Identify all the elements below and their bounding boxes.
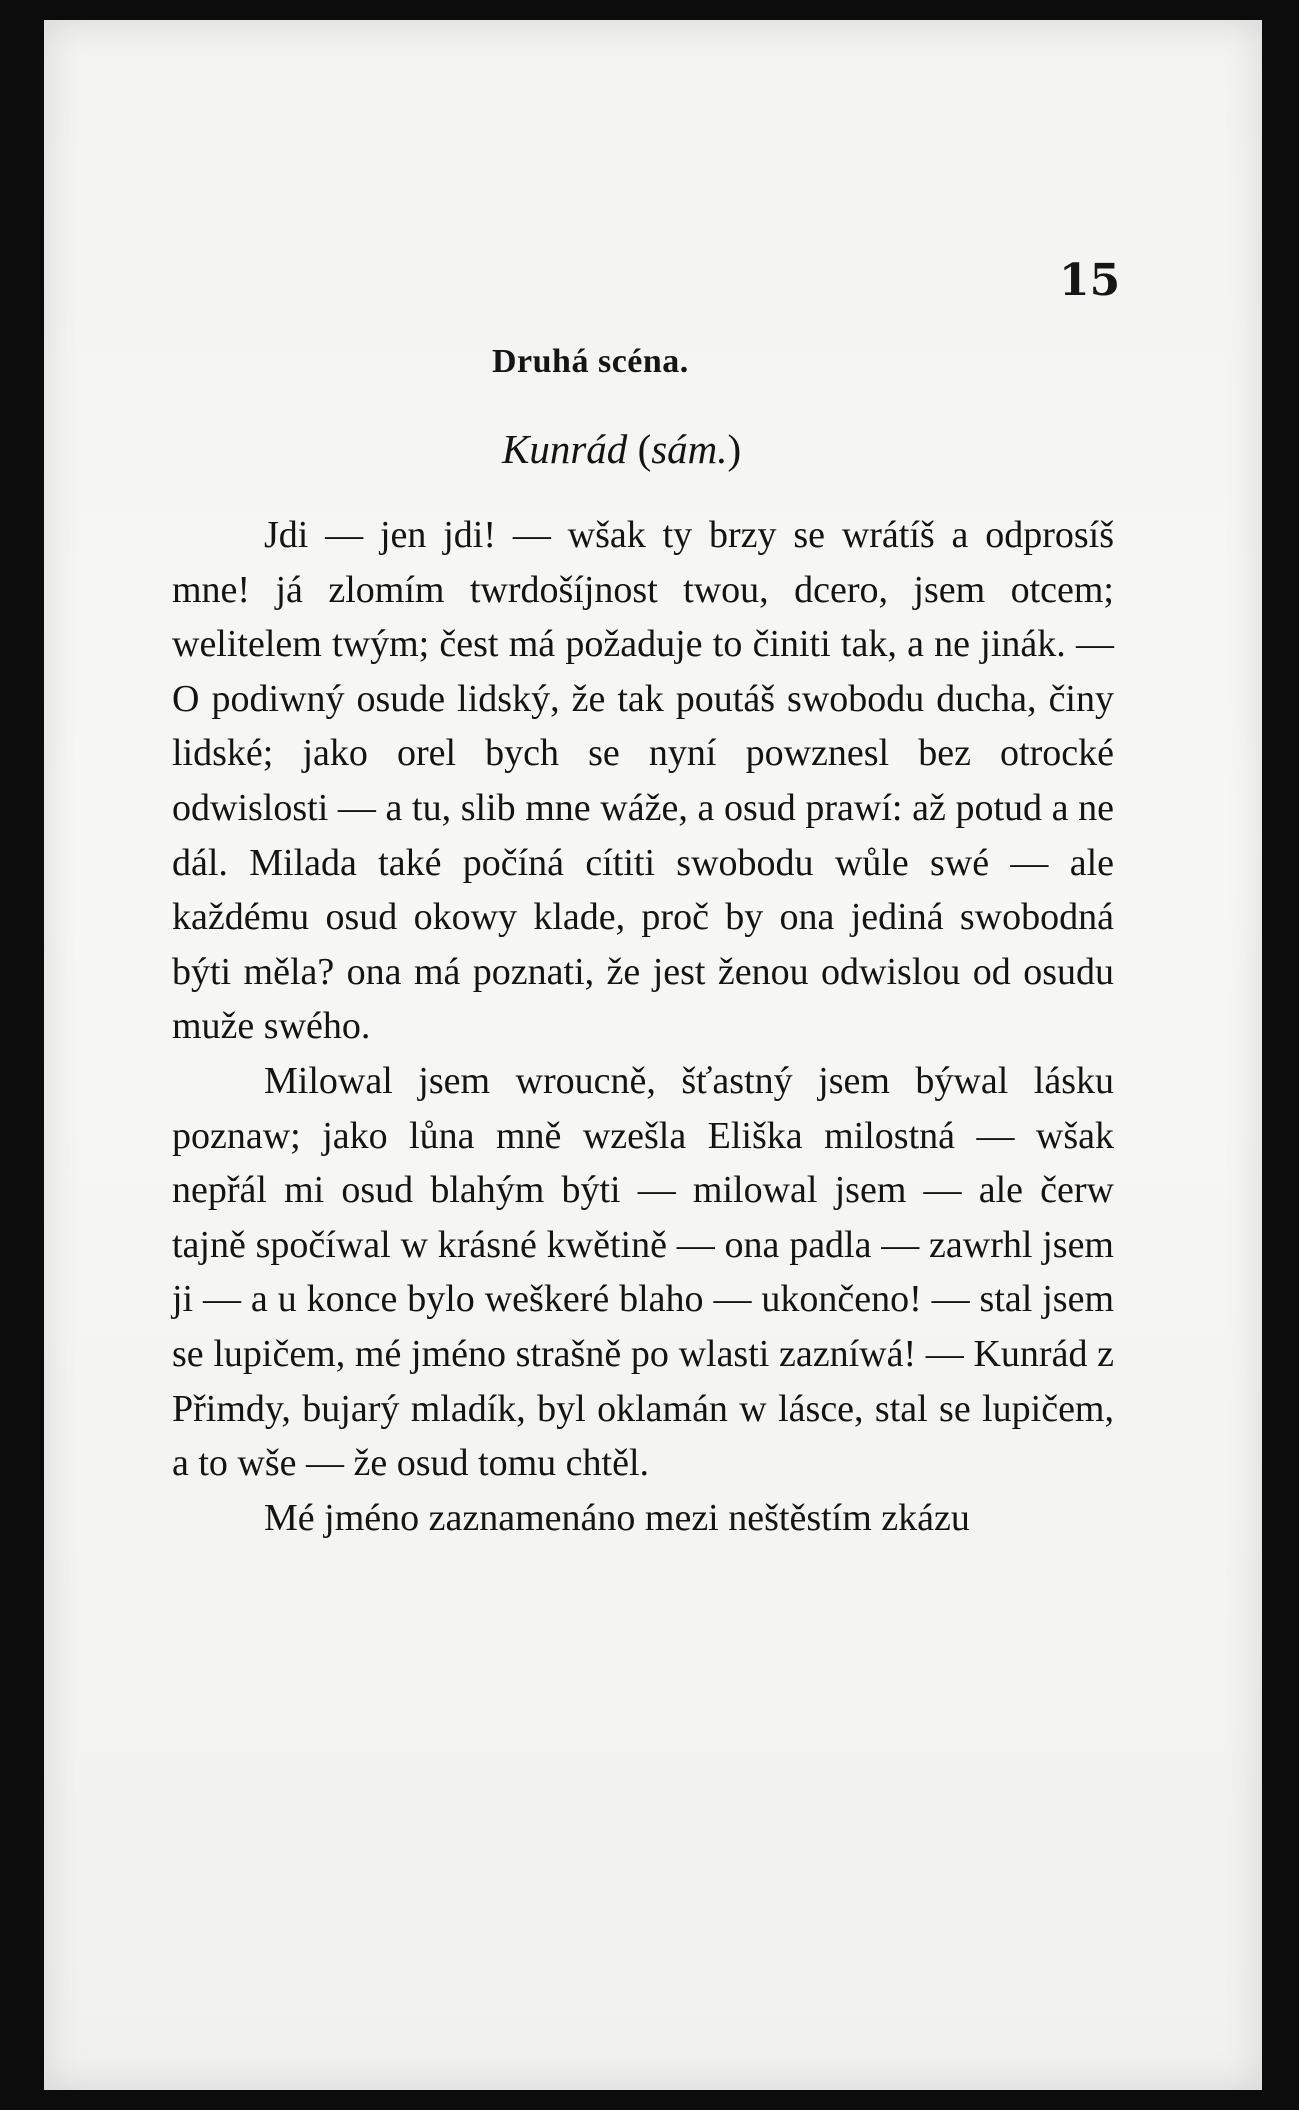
paragraph: Milowal jsem wroucně, šťastný jsem býwal lásku poznaw; jako lůna mně wzešla Eliška milostná — wšak nepřál mi osud blahým býti — milowal jsem — ale čerw tajně spočíwal w krásné kwětině — ona padla — zawrhl jsem ji — a u konce bylo weškeré blaho — ukončeno! — stal jsem se lupičem, mé jméno strašně po wlasti zazníwá! — Kunrád z Přimdy, bujarý mladík, byl oklamán w lásce, stal se lupičem, a to wše — že osud tomu chtěl. xyxy=(172,1059,1114,1485)
character-line: Kunrád (sám.) xyxy=(502,426,742,472)
paragraph: Mé jméno zaznamenáno mezi neštěstím zkázu xyxy=(264,1496,970,1539)
stage-direction: sám. xyxy=(651,426,728,472)
page-number: 15 xyxy=(1059,255,1121,306)
book-page xyxy=(44,20,1262,2090)
paragraph: Jdi — jen jdi! — wšak ty brzy se wrátíš a odprosíš mne! já zlomím twrdošíjnost twou, dcero, jsem otcem; welitelem twým; čest má požaduje to činiti tak, a ne jinák. — O podiwný osude lidský, že tak poutáš swobodu ducha, činy lidské; jako orel bych se nyní powznesl bez otrocké odwislosti — a tu, slib mne wáže, a osud prawí: až potud a ne dál. Milada také počíná cítiti swobodu wůle swé — ale každému osud okowy klade, proč by ona jediná swobodná býti měla? ona má poznati, že jest ženou odwislou od osudu muže swého. xyxy=(172,514,1114,1048)
scene-heading: Druhá scéna. xyxy=(492,343,689,380)
character-name: Kunrád xyxy=(502,426,628,472)
body-text xyxy=(172,508,1114,1545)
